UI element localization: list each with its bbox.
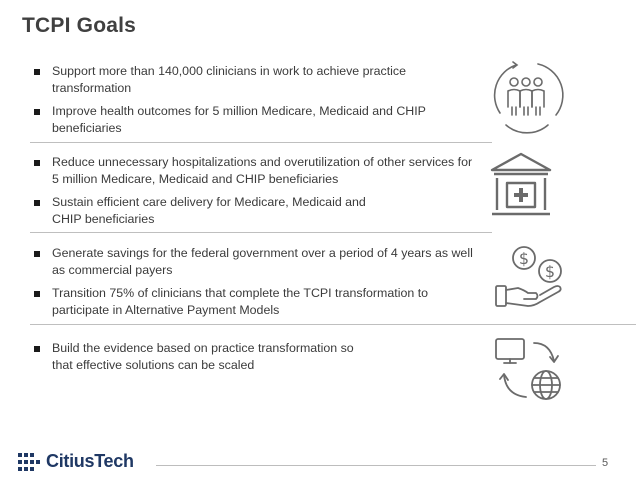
hand-dollar-icon [492,238,572,318]
logo-text: CitiusTech [46,451,134,471]
svg-text:$: $ [544,262,556,281]
goals-group-utilization [32,154,482,234]
bullet-icon [34,251,40,257]
bullet-icon [34,291,40,297]
list-item [32,245,482,279]
goal-text: Reduce unnecessary hospitalizations and overutilization of other services for 5 million Medicare, Medicaid and CHIP beneficiaries [52,155,473,186]
monitor-globe-cycle-icon [490,333,570,405]
list-item [32,103,482,137]
list-item [32,154,482,188]
bullet-icon [34,109,40,115]
bullet-icon [34,346,40,352]
section-divider [30,324,636,325]
goal-text: Support more than 140,000 clinicians in work to achieve practice transformation [52,64,407,95]
list-item [32,63,482,97]
svg-text:$: $ [518,249,530,268]
goal-text: Generate savings for the federal government over a period of 4 years as well as commercial payers [52,246,473,277]
goals-group-evidence [32,340,362,380]
goals-group-savings [32,245,482,325]
goal-text: Build the evidence based on practice transformation so that effective solutions can be scaled [52,341,354,372]
goals-group-clinicians [32,63,482,143]
company-logo [18,451,134,472]
bullet-icon [34,160,40,166]
bullet-icon [34,200,40,206]
people-group-icon [486,55,566,135]
goal-text: Improve health outcomes for 5 million Medicare, Medicaid and CHIP beneficiaries [52,104,426,135]
section-divider [30,142,492,143]
section-divider [30,232,492,233]
goal-text: Sustain efficient care delivery for Medicare, Medicaid and CHIP beneficiaries [52,195,366,226]
footer-divider [156,465,596,466]
list-item [32,285,482,319]
slide-title: TCPI Goals [22,14,137,37]
page-number: 5 [602,457,609,469]
bullet-icon [34,69,40,75]
list-item [32,194,482,228]
logo-grid-icon [18,453,40,471]
goal-text: Transition 75% of clinicians that complete the TCPI transformation to participate in Alternative Payment Models [52,286,429,317]
hospital-building-icon [488,150,554,220]
list-item [32,340,362,374]
